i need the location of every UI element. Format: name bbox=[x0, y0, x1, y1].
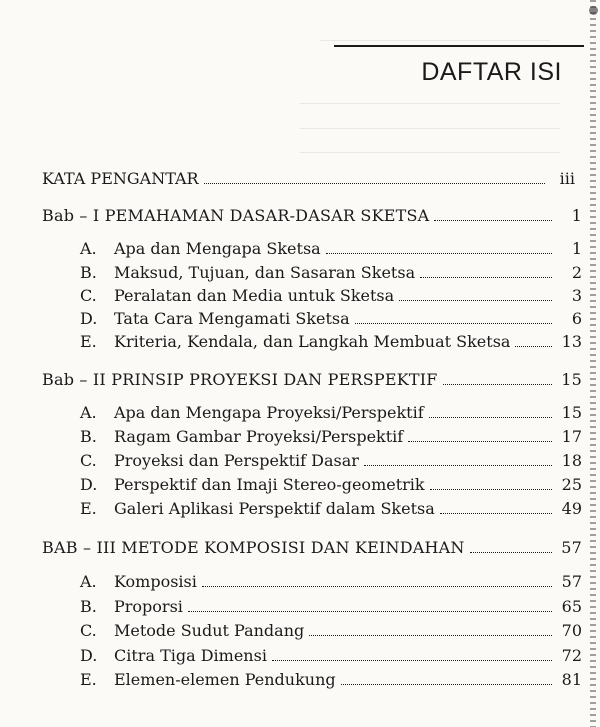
section-title: Peralatan dan Media untuk Sketsa bbox=[114, 286, 395, 305]
section-page: 6 bbox=[571, 309, 582, 328]
section-page: 18 bbox=[561, 451, 582, 470]
toc-section[interactable] bbox=[0, 427, 600, 451]
entry-page: iii bbox=[559, 169, 575, 188]
section-title: Apa dan Mengapa Proyeksi/Perspektif bbox=[114, 403, 424, 422]
section-page: 13 bbox=[561, 332, 582, 351]
section-page: 3 bbox=[571, 286, 582, 305]
section-page: 15 bbox=[561, 403, 582, 422]
dot-leader bbox=[355, 323, 552, 324]
section-page: 57 bbox=[561, 572, 582, 591]
section-letter: E. bbox=[80, 332, 97, 351]
section-title: Tata Cara Mengamati Sketsa bbox=[114, 309, 350, 328]
section-page: 70 bbox=[561, 621, 582, 640]
dot-leader bbox=[429, 417, 552, 418]
section-title: Proyeksi dan Perspektif Dasar bbox=[114, 451, 359, 470]
chapter-title: Bab – II PRINSIP PROYEKSI DAN PERSPEKTIF bbox=[42, 370, 438, 389]
section-letter: D. bbox=[80, 646, 98, 665]
section-page: 49 bbox=[561, 499, 582, 518]
section-title: Ragam Gambar Proyeksi/Perspektif bbox=[114, 427, 404, 446]
toc-section[interactable] bbox=[0, 451, 600, 475]
section-letter: A. bbox=[80, 239, 97, 258]
section-page: 25 bbox=[561, 475, 582, 494]
dot-leader bbox=[326, 253, 552, 254]
chapter-page: 1 bbox=[571, 206, 582, 225]
toc-section[interactable] bbox=[0, 239, 600, 263]
toc-section[interactable] bbox=[0, 597, 600, 621]
toc-section[interactable] bbox=[0, 670, 600, 694]
entry-title: KATA PENGANTAR bbox=[42, 169, 199, 188]
toc-section[interactable] bbox=[0, 309, 600, 333]
section-title: Maksud, Tujuan, dan Sasaran Sketsa bbox=[114, 263, 416, 282]
toc-entry-front-matter[interactable] bbox=[0, 169, 600, 193]
chapter-title: Bab – I PEMAHAMAN DASAR-DASAR SKETSA bbox=[42, 206, 430, 225]
dot-leader bbox=[341, 684, 552, 685]
section-letter: C. bbox=[80, 451, 97, 470]
dot-leader bbox=[434, 220, 552, 221]
section-letter: B. bbox=[80, 263, 97, 282]
dot-leader bbox=[440, 513, 552, 514]
chapter-title: BAB – III METODE KOMPOSISI DAN KEINDAHAN bbox=[42, 538, 465, 557]
dot-leader bbox=[204, 183, 545, 184]
dot-leader bbox=[430, 489, 552, 490]
toc-section[interactable] bbox=[0, 286, 600, 310]
dot-leader bbox=[399, 300, 552, 301]
section-page: 17 bbox=[561, 427, 582, 446]
section-letter: A. bbox=[80, 572, 97, 591]
dot-leader bbox=[202, 586, 552, 587]
section-letter: C. bbox=[80, 621, 97, 640]
dot-leader bbox=[470, 552, 552, 553]
section-title: Kriteria, Kendala, dan Langkah Membuat Sketsa bbox=[114, 332, 511, 351]
section-letter: D. bbox=[80, 309, 98, 328]
section-letter: D. bbox=[80, 475, 98, 494]
section-letter: E. bbox=[80, 670, 97, 689]
dot-leader bbox=[515, 346, 552, 347]
toc-section[interactable] bbox=[0, 572, 600, 596]
section-page: 1 bbox=[571, 239, 582, 258]
section-page: 72 bbox=[561, 646, 582, 665]
section-page: 81 bbox=[561, 670, 582, 689]
toc-section[interactable] bbox=[0, 499, 600, 523]
section-title: Apa dan Mengapa Sketsa bbox=[114, 239, 321, 258]
toc-section[interactable] bbox=[0, 646, 600, 670]
dot-leader bbox=[364, 465, 552, 466]
section-title: Elemen-elemen Pendukung bbox=[114, 670, 336, 689]
section-title: Komposisi bbox=[114, 572, 197, 591]
section-title: Metode Sudut Pandang bbox=[114, 621, 305, 640]
toc-chapter-2[interactable] bbox=[0, 370, 600, 394]
dot-leader bbox=[272, 660, 552, 661]
toc-section[interactable] bbox=[0, 263, 600, 287]
section-title: Proporsi bbox=[114, 597, 183, 616]
toc-chapter-1[interactable] bbox=[0, 206, 600, 230]
toc-section[interactable] bbox=[0, 332, 600, 356]
dot-leader bbox=[420, 277, 552, 278]
toc-section[interactable] bbox=[0, 621, 600, 645]
dot-leader bbox=[443, 384, 552, 385]
section-page: 65 bbox=[561, 597, 582, 616]
dot-leader bbox=[188, 611, 552, 612]
section-letter: A. bbox=[80, 403, 97, 422]
section-letter: B. bbox=[80, 597, 97, 616]
section-letter: C. bbox=[80, 286, 97, 305]
section-letter: E. bbox=[80, 499, 97, 518]
page-title: DAFTAR ISI bbox=[421, 58, 562, 86]
dot-leader bbox=[408, 441, 552, 442]
section-title: Perspektif dan Imaji Stereo-geometrik bbox=[114, 475, 425, 494]
section-title: Citra Tiga Dimensi bbox=[114, 646, 267, 665]
section-letter: B. bbox=[80, 427, 97, 446]
toc-section[interactable] bbox=[0, 403, 600, 427]
section-page: 2 bbox=[571, 263, 582, 282]
chapter-page: 57 bbox=[561, 538, 582, 557]
dot-leader bbox=[309, 635, 552, 636]
toc-chapter-3[interactable] bbox=[0, 538, 600, 562]
chapter-page: 15 bbox=[561, 370, 582, 389]
section-title: Galeri Aplikasi Perspektif dalam Sketsa bbox=[114, 499, 435, 518]
toc-section[interactable] bbox=[0, 475, 600, 499]
